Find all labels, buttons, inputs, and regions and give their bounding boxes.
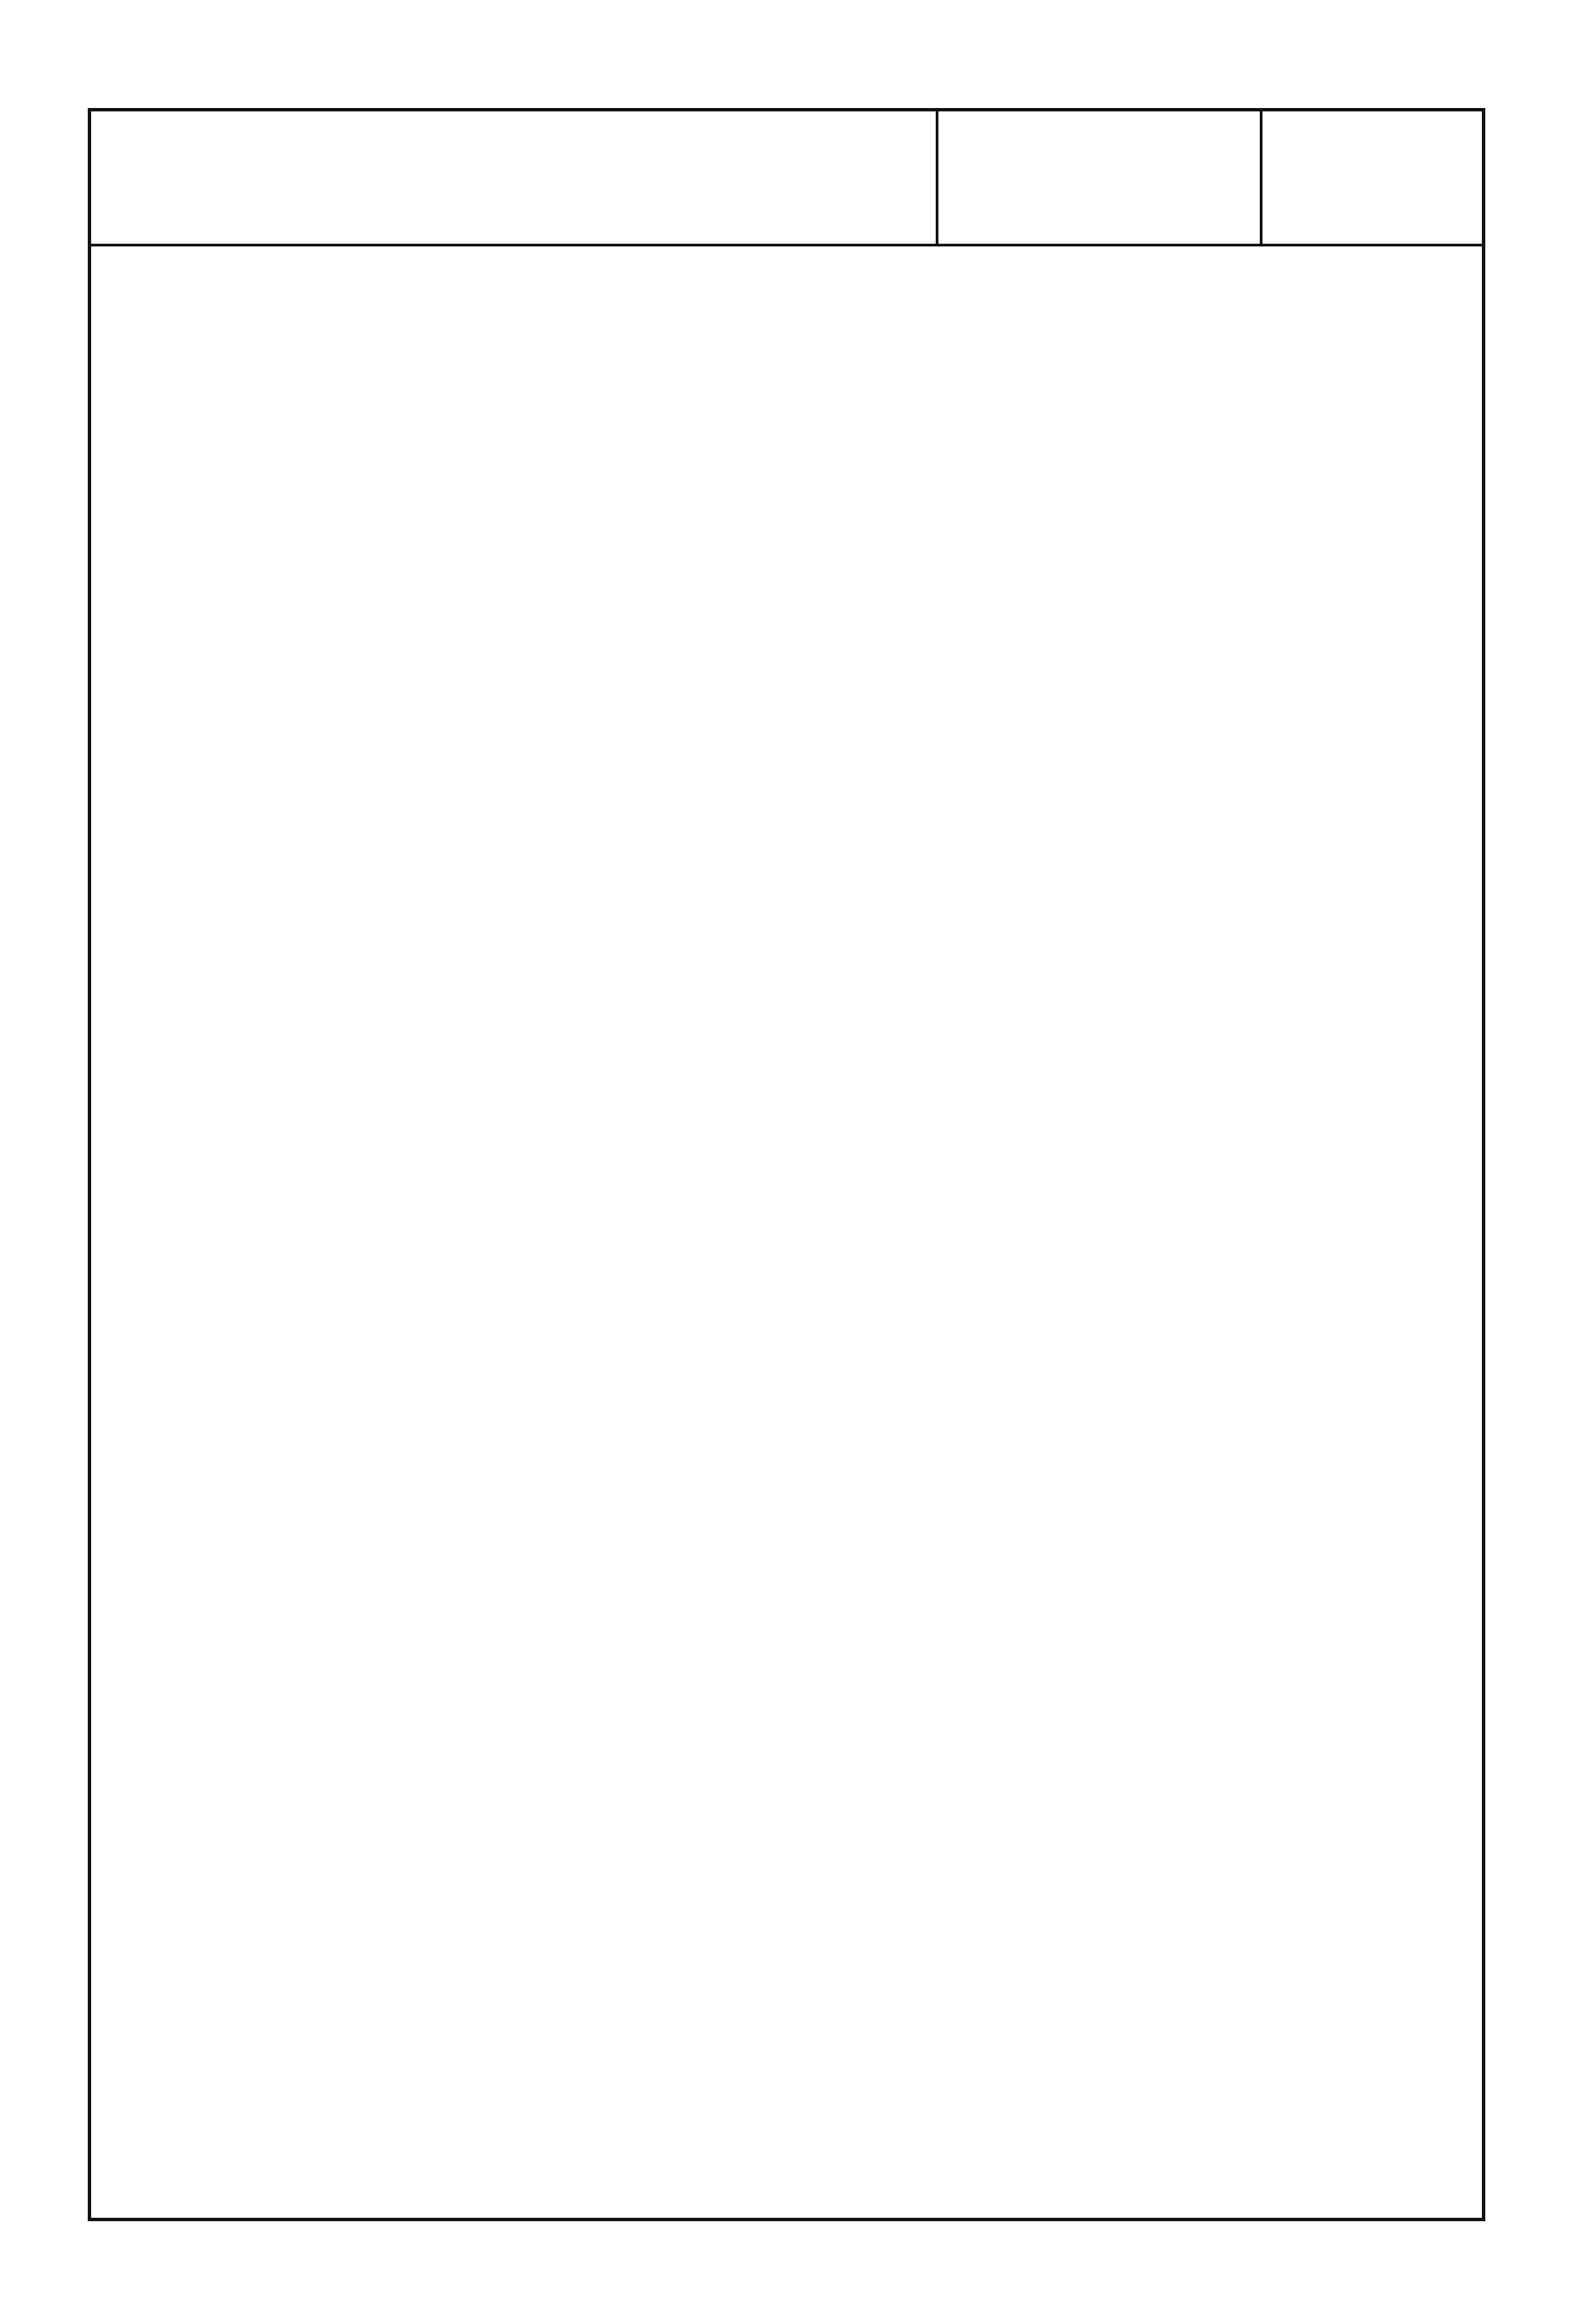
title-block: [91, 111, 1482, 246]
sheet-cell: [1262, 111, 1482, 244]
sheet-frame: [88, 108, 1485, 2221]
title-cell: [91, 111, 938, 244]
document-body: [91, 246, 1482, 492]
issue-list: [253, 317, 1455, 365]
series-cell: [938, 111, 1262, 244]
